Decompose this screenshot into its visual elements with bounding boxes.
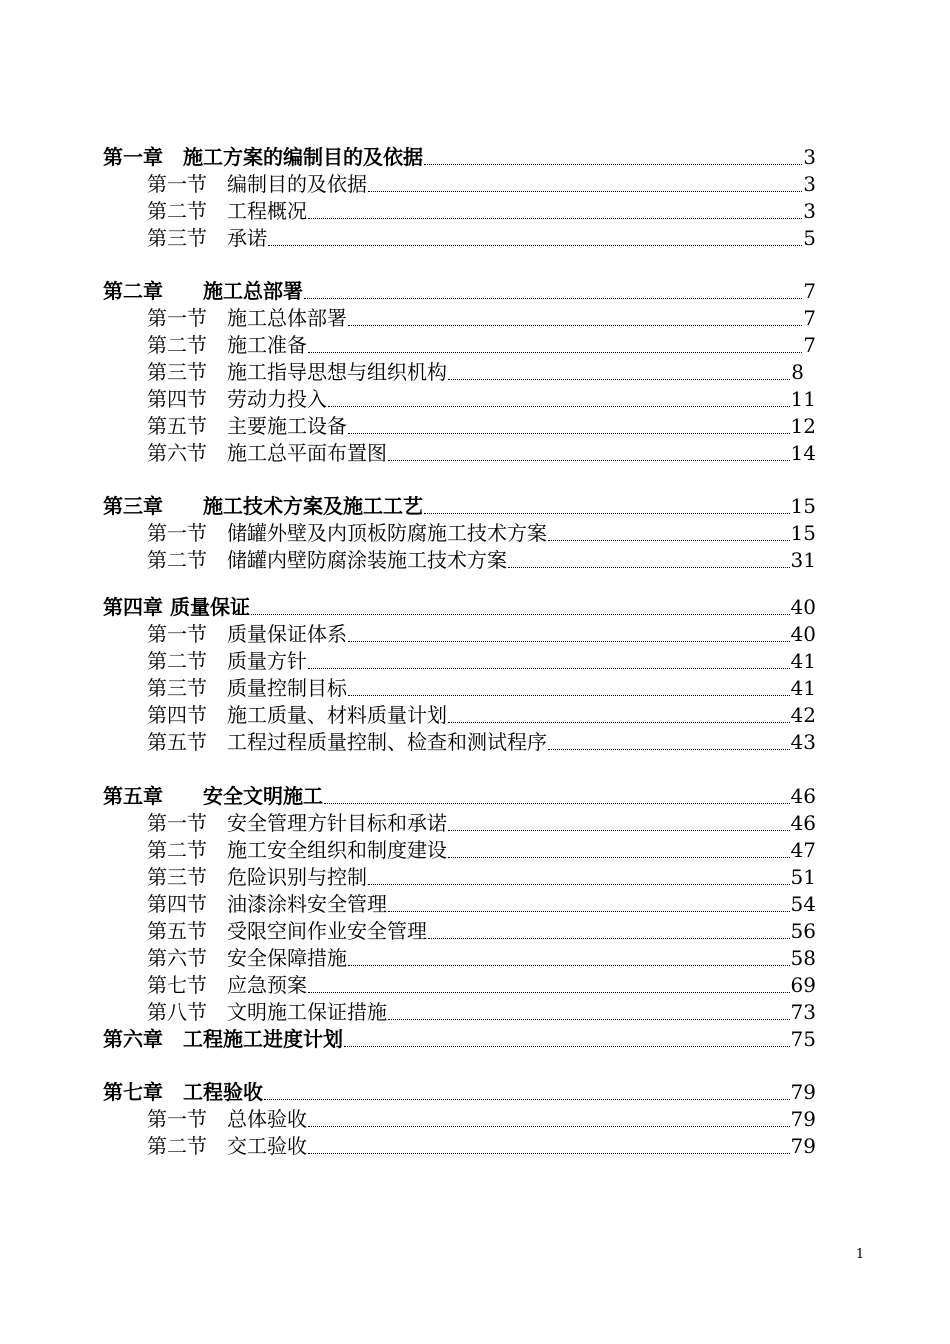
page-number: 1: [855, 1247, 865, 1262]
toc-entry-page: 46: [790, 811, 816, 835]
dot-leader: [344, 1045, 790, 1047]
toc-entry-label: 第七节 应急预案: [147, 973, 307, 997]
toc-entry-page: 5: [803, 226, 816, 250]
toc-entry-page: 56: [790, 919, 816, 943]
toc-entry-page: 79: [790, 1134, 816, 1158]
dot-leader: [348, 432, 790, 434]
toc-section-entry[interactable]: [147, 729, 816, 753]
toc-entry-page: 12: [790, 414, 816, 438]
toc-section-entry[interactable]: [147, 440, 816, 464]
dot-leader: [324, 802, 790, 804]
dot-leader: [368, 883, 790, 885]
toc-section-entry[interactable]: [147, 972, 816, 996]
dot-leader: [308, 667, 790, 669]
toc-entry-label: 第三章 施工技术方案及施工工艺: [103, 494, 423, 518]
dot-leader: [424, 163, 802, 165]
toc-section-entry[interactable]: [147, 1106, 816, 1130]
toc-entry-page: 46: [790, 784, 816, 808]
toc-entry-page: 41: [790, 649, 816, 673]
toc-section-entry[interactable]: [147, 386, 816, 410]
toc-entry-page: 43: [790, 730, 816, 754]
toc-section-entry[interactable]: [147, 702, 816, 726]
dot-leader: [448, 721, 790, 723]
dot-leader: [251, 613, 790, 615]
toc-section-entry[interactable]: [147, 999, 816, 1023]
dot-leader: [348, 694, 790, 696]
toc-chapter-entry[interactable]: [103, 278, 816, 302]
dot-leader: [424, 512, 790, 514]
toc-entry-page: 40: [790, 595, 816, 619]
toc-section-entry[interactable]: [147, 413, 816, 437]
toc-entry-label: 第二节 交工验收: [147, 1134, 307, 1158]
toc-entry-label: 第六节 安全保障措施: [147, 946, 347, 970]
toc-section-entry[interactable]: [147, 305, 816, 329]
toc-entry-page: 75: [790, 1027, 816, 1051]
toc-entry-page: 8: [791, 360, 804, 384]
toc-entry-label: 第一节 施工总体部署: [147, 306, 347, 330]
toc-entry-page: 15: [790, 521, 816, 545]
toc-section-entry[interactable]: [147, 837, 816, 861]
toc-entry-page: 58: [790, 946, 816, 970]
toc-entry-page: 40: [790, 622, 816, 646]
toc-section-entry[interactable]: [147, 1133, 816, 1157]
toc-entry-label: 第六节 施工总平面布置图: [147, 441, 387, 465]
dot-leader: [348, 964, 790, 966]
toc-entry-page: 31: [790, 548, 816, 572]
dot-leader: [264, 1098, 790, 1100]
toc-entry-label: 第一节 总体验收: [147, 1107, 307, 1131]
toc-entry-page: 54: [790, 892, 816, 916]
toc-entry-label: 第五节 受限空间作业安全管理: [147, 919, 427, 943]
toc-section-entry[interactable]: [147, 891, 816, 915]
toc-chapter-entry[interactable]: [103, 144, 816, 168]
toc-chapter-entry[interactable]: [103, 594, 816, 618]
dot-leader: [428, 937, 790, 939]
toc-entry-label: 第二节 储罐内壁防腐涂装施工技术方案: [147, 548, 507, 572]
dot-leader: [308, 351, 802, 353]
toc-entry-page: 69: [790, 973, 816, 997]
toc-section-entry[interactable]: [147, 225, 816, 249]
toc-entry-page: 15: [790, 494, 816, 518]
dot-leader: [448, 856, 790, 858]
dot-leader: [448, 378, 790, 380]
toc-entry-page: 7: [803, 279, 816, 303]
toc-section-entry[interactable]: [147, 198, 816, 222]
dot-leader: [308, 1152, 790, 1154]
toc-section-entry[interactable]: [147, 648, 816, 672]
toc-section-entry[interactable]: [147, 547, 816, 571]
toc-entry-page: 3: [803, 145, 816, 169]
dot-leader: [308, 217, 802, 219]
dot-leader: [388, 459, 790, 461]
toc-entry-page: 79: [790, 1107, 816, 1131]
dot-leader: [348, 640, 790, 642]
toc-entry-label: 第二节 施工准备: [147, 333, 307, 357]
toc-entry-page: 11: [790, 387, 816, 411]
toc-section-entry[interactable]: [147, 945, 816, 969]
dot-leader: [308, 991, 790, 993]
toc-entry-page: 3: [803, 199, 816, 223]
toc-entry-page: 79: [790, 1080, 816, 1104]
dot-leader: [388, 1018, 790, 1020]
toc-entry-label: 第一章 施工方案的编制目的及依据: [103, 145, 423, 169]
toc-section-entry[interactable]: [147, 520, 816, 544]
toc-section-entry[interactable]: [147, 171, 816, 195]
toc-entry-page: 73: [790, 1000, 816, 1024]
toc-section-entry[interactable]: [147, 864, 816, 888]
toc-section-entry[interactable]: [147, 810, 816, 834]
toc-chapter-entry[interactable]: [103, 783, 816, 807]
toc-entry-page: 47: [790, 838, 816, 862]
toc-chapter-entry[interactable]: [103, 493, 816, 517]
toc-entry-label: 第四节 劳动力投入: [147, 387, 327, 411]
toc-entry-label: 第五节 主要施工设备: [147, 414, 347, 438]
toc-entry-page: 3: [803, 172, 816, 196]
dot-leader: [388, 910, 790, 912]
toc-entry-label: 第二节 质量方针: [147, 649, 307, 673]
toc-entry-label: 第五节 工程过程质量控制、检查和测试程序: [147, 730, 547, 754]
toc-section-entry[interactable]: [147, 359, 804, 383]
toc-entry-label: 第二节 施工安全组织和制度建设: [147, 838, 447, 862]
toc-entry-label: 第四章 质量保证: [103, 595, 250, 619]
toc-section-entry[interactable]: [147, 918, 816, 942]
dot-leader: [348, 324, 802, 326]
toc-entry-label: 第一节 编制目的及依据: [147, 172, 367, 196]
dot-leader: [548, 748, 790, 750]
toc-entry-label: 第一节 安全管理方针目标和承诺: [147, 811, 447, 835]
toc-entry-page: 41: [790, 676, 816, 700]
toc-entry-label: 第六章 工程施工进度计划: [103, 1027, 343, 1051]
toc-entry-label: 第七章 工程验收: [103, 1080, 263, 1104]
toc-entry-label: 第四节 油漆涂料安全管理: [147, 892, 387, 916]
toc-section-entry[interactable]: [147, 675, 816, 699]
toc-chapter-entry[interactable]: [103, 1079, 816, 1103]
toc-entry-page: 7: [803, 306, 816, 330]
toc-section-entry[interactable]: [147, 332, 816, 356]
dot-leader: [508, 566, 790, 568]
toc-entry-label: 第三节 承诺: [147, 226, 267, 250]
toc-entry-label: 第三节 施工指导思想与组织机构: [147, 360, 447, 384]
toc-entry-page: 42: [790, 703, 816, 727]
dot-leader: [268, 244, 802, 246]
dot-leader: [368, 190, 802, 192]
toc-entry-label: 第八节 文明施工保证措施: [147, 1000, 387, 1024]
toc-entry-label: 第二章 施工总部署: [103, 279, 303, 303]
toc-entry-label: 第二节 工程概况: [147, 199, 307, 223]
toc-entry-label: 第五章 安全文明施工: [103, 784, 323, 808]
toc-entry-label: 第一节 储罐外壁及内顶板防腐施工技术方案: [147, 521, 547, 545]
dot-leader: [448, 829, 790, 831]
toc-entry-page: 14: [790, 441, 816, 465]
toc-entry-label: 第三节 质量控制目标: [147, 676, 347, 700]
toc-entry-page: 7: [803, 333, 816, 357]
dot-leader: [308, 1125, 790, 1127]
dot-leader: [328, 405, 790, 407]
toc-section-entry[interactable]: [147, 621, 816, 645]
toc-entry-label: 第一节 质量保证体系: [147, 622, 347, 646]
toc-entry-label: 第四节 施工质量、材料质量计划: [147, 703, 447, 727]
toc-entry-label: 第三节 危险识别与控制: [147, 865, 367, 889]
dot-leader: [548, 539, 790, 541]
dot-leader: [304, 297, 802, 299]
toc-chapter-entry[interactable]: [103, 1026, 816, 1050]
toc-entry-page: 51: [790, 865, 816, 889]
